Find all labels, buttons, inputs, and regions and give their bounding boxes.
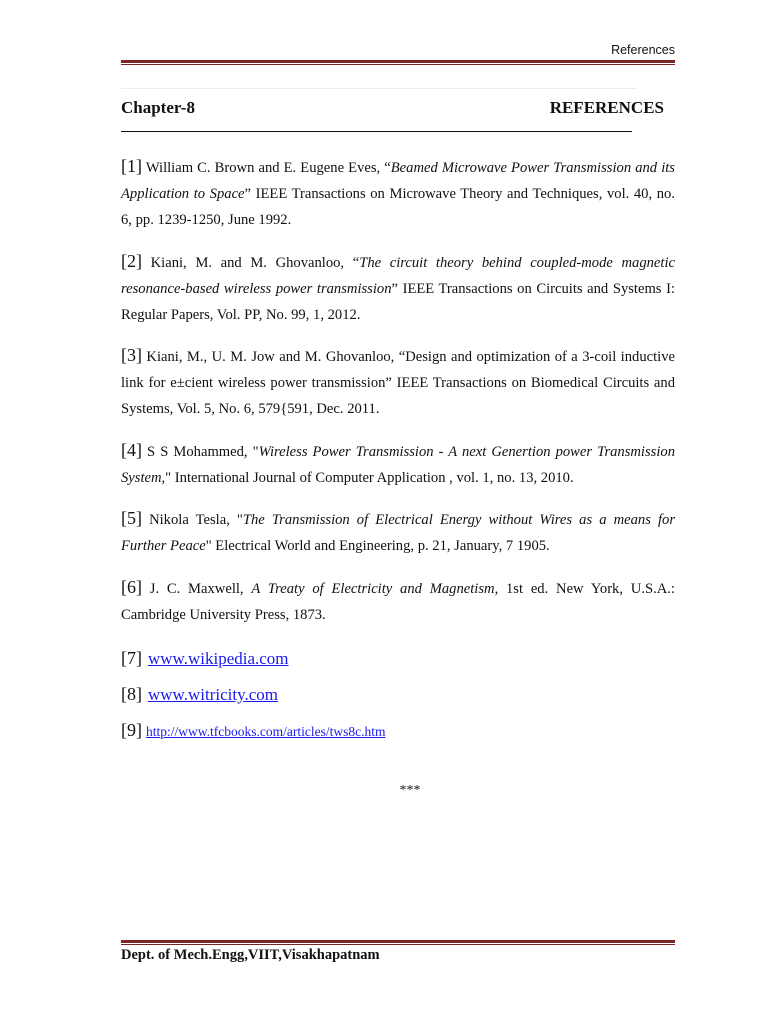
reference-number: [6] [121, 576, 142, 597]
reference-item [121, 437, 675, 491]
reference-title: The Transmission of Electrical Energy without Wires as a means for Further Peace [121, 512, 675, 555]
reference-source: " Electrical World and Engineering, p. 21, January, 7 1905. [205, 538, 550, 555]
wikipedia-link[interactable]: www.wikipedia.com [148, 648, 289, 668]
reference-number: [2] [121, 250, 142, 271]
reference-number: [9] [121, 719, 142, 740]
reference-link-item [121, 680, 675, 710]
reference-text: J. C. Maxwell, [142, 580, 252, 597]
reference-text: William C. Brown and E. Eugene Eves, “ [142, 160, 391, 176]
chapter-label: Chapter-8 [121, 98, 195, 117]
reference-source: ," International Journal of Computer Application , vol. 1, no. 13, 2010. [161, 469, 574, 486]
witricity-link[interactable]: www.witricity.com [148, 684, 278, 704]
footer-text: Dept. of Mech.Engg,VIIT,Visakhapatnam [121, 947, 380, 963]
reference-number: [4] [121, 439, 142, 460]
reference-source: , 1st ed. New York, U.S.A.: Cambridge University Press, 1873. [121, 580, 675, 623]
reference-item [121, 153, 675, 233]
end-marker: *** [399, 783, 421, 798]
reference-item [121, 248, 675, 328]
reference-item [121, 574, 675, 628]
reference-text: Nikola Tesla, " [142, 512, 243, 529]
faint-divider [121, 88, 637, 89]
reference-title: The circuit theory behind coupled-mode magnetic resonance-based wireless power transmission [121, 254, 675, 297]
reference-number: [5] [121, 508, 142, 529]
reference-text: S S Mohammed, " [142, 443, 259, 460]
reference-title: Wireless Power Transmission - A next Genertion power Transmission System [121, 443, 675, 486]
tfcbooks-link[interactable]: http://www.tfcbooks.com/articles/tws8c.htm [146, 723, 386, 739]
reference-link-item [121, 644, 675, 674]
chapter-underline [121, 131, 632, 132]
reference-source: ” IEEE Transactions on Microwave Theory and Techniques, vol. 40, no. 6, pp. 1239-1250, June 1992. [121, 186, 675, 228]
running-header: References [611, 43, 675, 57]
reference-text: Kiani, M. and M. Ghovanloo, “ [142, 254, 360, 271]
reference-source: ” IEEE Transactions on Circuits and Systems I: Regular Papers, Vol. PP, No. 99, 1, 2012. [121, 280, 675, 323]
reference-title: Beamed Microwave Power Transmission and its Application to Space [121, 160, 675, 202]
reference-title: A Treaty of Electricity and Magnetism [251, 580, 495, 597]
chapter-heading [121, 98, 664, 118]
reference-number: [1] [121, 156, 142, 176]
chapter-title: REFERENCES [549, 98, 664, 117]
reference-list [121, 153, 675, 752]
reference-text: Kiani, M., U. M. Jow and M. Ghovanloo, “Design and optimization of a 3-coil inductive link for e±cient wireless power transmission” IEEE Transactions on Biomedical Circuits and Systems, Vol. 5, No. 6, 579{591, Dec. 2011. [121, 349, 675, 418]
reference-link-item [121, 716, 675, 746]
reference-number: [8] [121, 683, 142, 704]
reference-item [121, 505, 675, 559]
reference-number: [7] [121, 647, 142, 668]
header-rule [121, 60, 675, 65]
reference-number: [3] [121, 345, 142, 366]
reference-item [121, 342, 675, 422]
footer-rule [121, 940, 675, 945]
